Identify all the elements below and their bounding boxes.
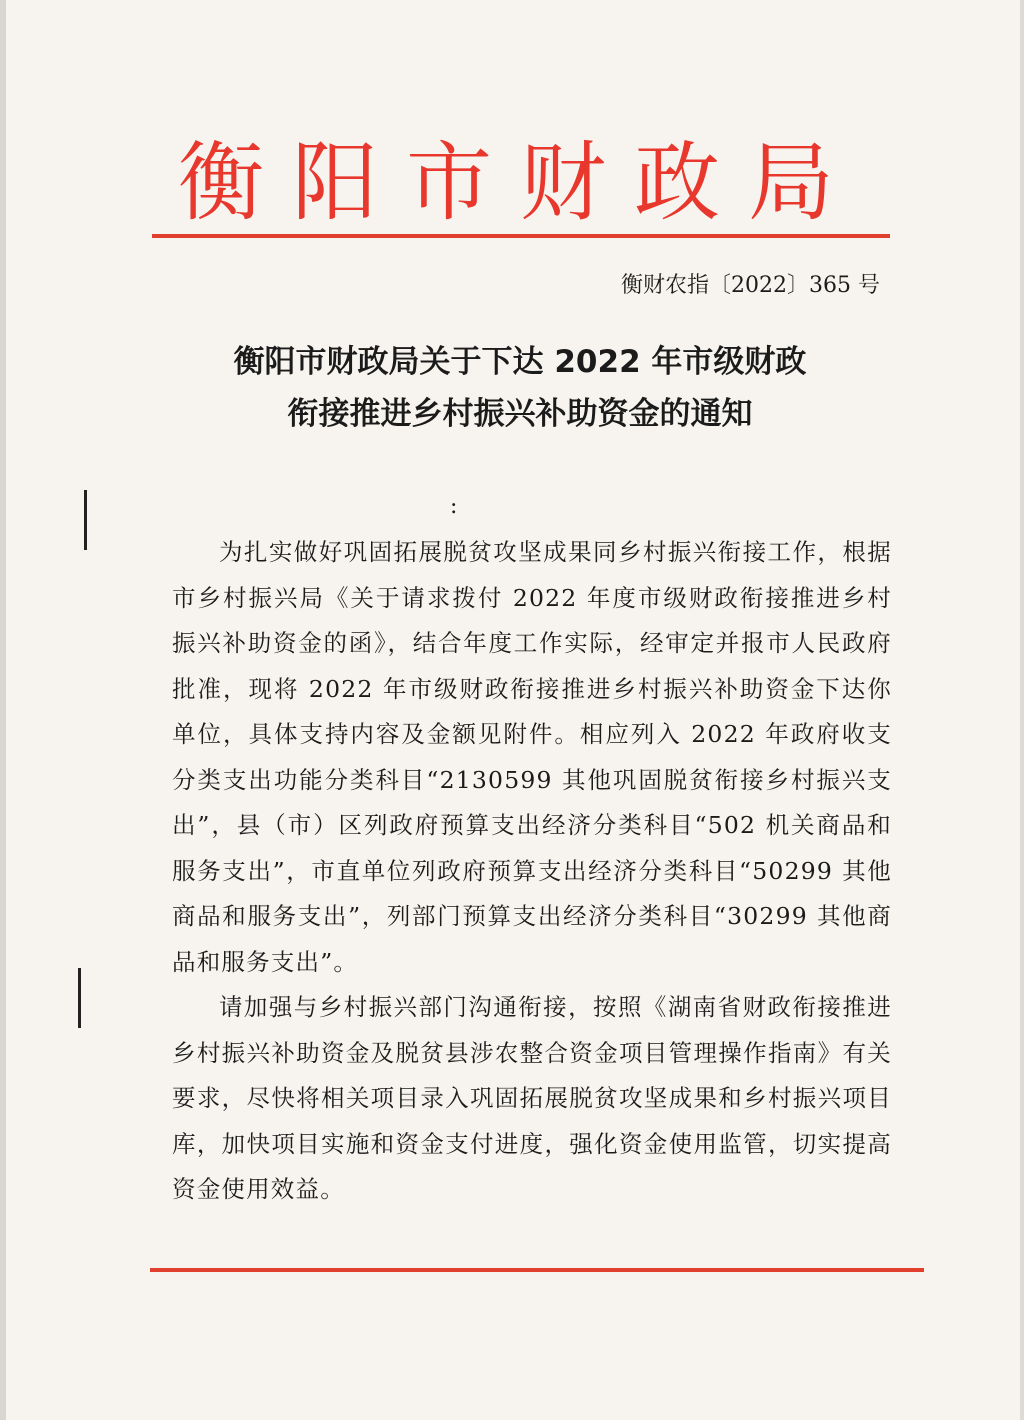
margin-mark-top [84, 490, 87, 550]
footer-red-rule [150, 1268, 924, 1272]
salutation: : [450, 494, 458, 519]
body-paragraph-1: 为扎实做好巩固拓展脱贫攻坚成果同乡村振兴衔接工作，根据市乡村振兴局《关于请求拨付 2022 年度市级财政衔接推进乡村振兴补助资金的函》，结合年度工作实际，经审定并报市人民政府批准，现将 2022 年市级财政衔接推进乡村振兴补助资金下达你单位，具体支持内容及金额见附件。相应列入 2022 年政府收支分类支出功能分类科目“2130599 其他巩固脱贫衔接乡村振兴支出”，县（市）区列政府预算支出经济分类科目“502 机关商品和服务支出”，市直单位列政府预算支出经济分类科目“50299 其他商品和服务支出”，列部门预算支出经济分类科目“30299 其他商品和服务支出”。 [172, 538, 892, 976]
document-number: 衡财农指〔2022〕365 号 [621, 273, 880, 298]
masthead-red-rule [152, 234, 890, 238]
margin-mark-bottom [78, 968, 81, 1028]
scan-edge-right [1020, 0, 1024, 1420]
title-line-2: 衔接推进乡村振兴补助资金的通知 [287, 396, 753, 432]
document-body [172, 530, 892, 1213]
body-paragraph-2: 请加强与乡村振兴部门沟通衔接，按照《湖南省财政衔接推进乡村振兴补助资金及脱贫县涉农整合资金项目管理操作指南》有关要求，尽快将相关项目录入巩固拓展脱贫攻坚成果和乡村振兴项目库，加快项目实施和资金支付进度，强化资金使用监管，切实提高资金使用效益。 [172, 993, 892, 1203]
title-line-1: 衡阳市财政局关于下达 2022 年市级财政 [233, 344, 807, 380]
masthead-org-name: 衡阳市财政局 [178, 133, 862, 233]
scan-edge-left [0, 0, 6, 1420]
document-title [150, 336, 890, 440]
